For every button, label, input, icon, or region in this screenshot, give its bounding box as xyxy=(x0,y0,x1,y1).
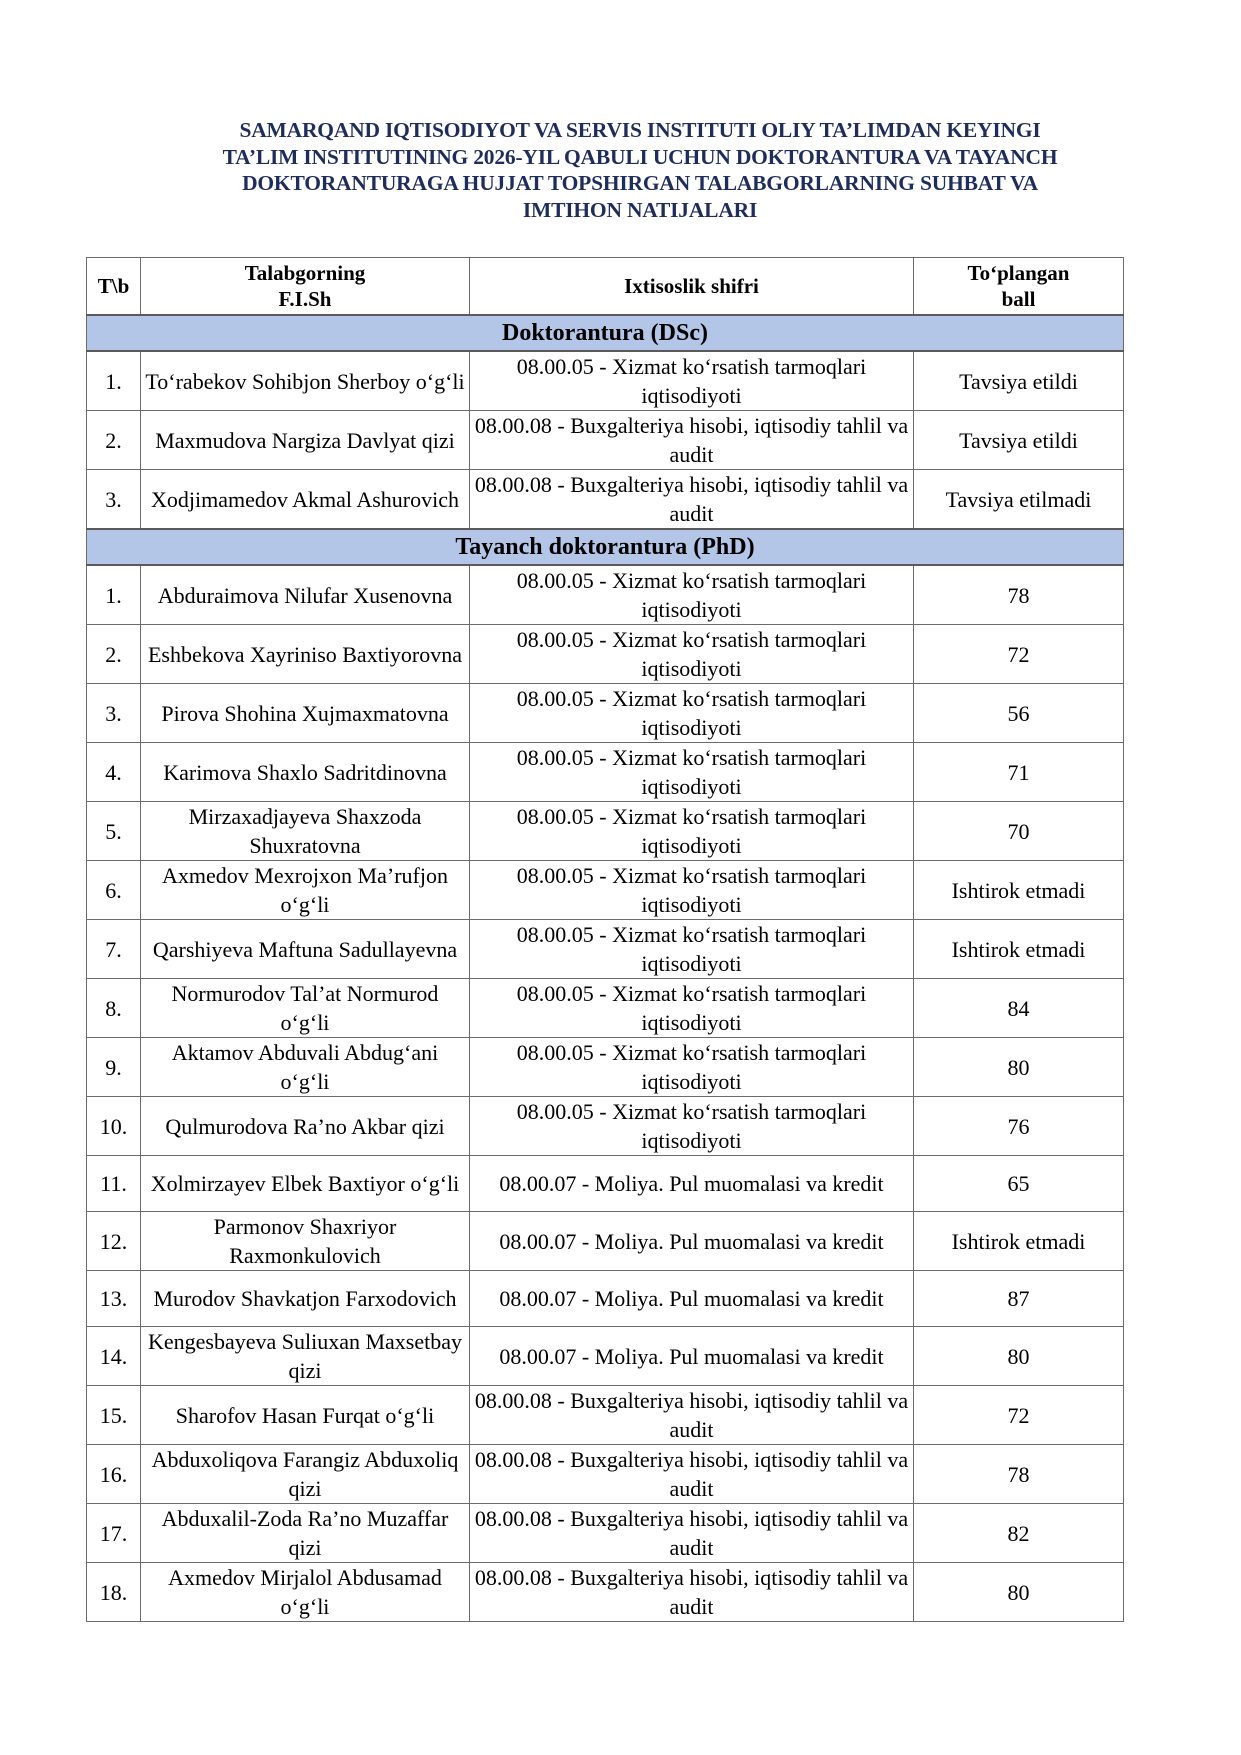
cell-applicant-name: To‘rabekov Sohibjon Sherboy o‘g‘li xyxy=(141,351,470,411)
cell-specialty: 08.00.05 - Xizmat ko‘rsatish tarmoqlari iqtisodiyoti xyxy=(470,802,914,861)
table-row xyxy=(87,979,1124,1038)
cell-specialty: 08.00.05 - Xizmat ko‘rsatish tarmoqlari iqtisodiyoti xyxy=(470,743,914,802)
table-row xyxy=(87,351,1124,411)
header-score-line2: ball xyxy=(1001,287,1036,311)
table-row xyxy=(87,1386,1124,1445)
cell-specialty: 08.00.05 - Xizmat ko‘rsatish tarmoqlari iqtisodiyoti xyxy=(470,684,914,743)
cell-applicant-name: Sharofov Hasan Furqat o‘g‘li xyxy=(141,1386,470,1445)
table-row xyxy=(87,743,1124,802)
cell-number: 6. xyxy=(87,861,141,920)
cell-applicant-name: Pirova Shohina Xujmaxmatovna xyxy=(141,684,470,743)
cell-number: 1. xyxy=(87,565,141,625)
cell-number: 5. xyxy=(87,802,141,861)
cell-number: 7. xyxy=(87,920,141,979)
cell-number: 15. xyxy=(87,1386,141,1445)
header-score-line1: To‘plangan xyxy=(967,261,1070,285)
cell-specialty: 08.00.05 - Xizmat ko‘rsatish tarmoqlari iqtisodiyoti xyxy=(470,565,914,625)
header-score xyxy=(914,258,1124,316)
cell-number: 17. xyxy=(87,1504,141,1563)
cell-specialty: 08.00.05 - Xizmat ko‘rsatish tarmoqlari iqtisodiyoti xyxy=(470,1038,914,1097)
table-row xyxy=(87,802,1124,861)
cell-applicant-name: Aktamov Abduvali Abdug‘ani o‘g‘li xyxy=(141,1038,470,1097)
cell-score: 78 xyxy=(914,1445,1124,1504)
cell-number: 3. xyxy=(87,470,141,530)
cell-score: 70 xyxy=(914,802,1124,861)
title-line: TA’LIM INSTITUTINING 2026-YIL QABULI UCHUN DOKTORANTURA VA TAYANCH xyxy=(222,144,1058,169)
cell-applicant-name: Axmedov Mirjalol Abdusamad o‘g‘li xyxy=(141,1563,470,1622)
cell-score: Ishtirok etmadi xyxy=(914,861,1124,920)
cell-applicant-name: Karimova Shaxlo Sadritdinovna xyxy=(141,743,470,802)
results-table xyxy=(86,257,1124,1622)
cell-number: 16. xyxy=(87,1445,141,1504)
table-row xyxy=(87,1156,1124,1212)
cell-specialty: 08.00.07 - Moliya. Pul muomalasi va kredit xyxy=(470,1271,914,1327)
cell-number: 4. xyxy=(87,743,141,802)
cell-specialty: 08.00.07 - Moliya. Pul muomalasi va kredit xyxy=(470,1156,914,1212)
cell-specialty: 08.00.05 - Xizmat ko‘rsatish tarmoqlari iqtisodiyoti xyxy=(470,625,914,684)
section-header-row xyxy=(87,315,1124,351)
cell-specialty: 08.00.05 - Xizmat ko‘rsatish tarmoqlari iqtisodiyoti xyxy=(470,1097,914,1156)
cell-number: 11. xyxy=(87,1156,141,1212)
table-row xyxy=(87,1327,1124,1386)
cell-score: 87 xyxy=(914,1271,1124,1327)
cell-applicant-name: Qarshiyeva Maftuna Sadullayevna xyxy=(141,920,470,979)
cell-score: 84 xyxy=(914,979,1124,1038)
cell-number: 2. xyxy=(87,625,141,684)
section-title: Doktorantura (DSc) xyxy=(87,315,1124,351)
cell-score: Ishtirok etmadi xyxy=(914,1212,1124,1271)
cell-number: 1. xyxy=(87,351,141,411)
section-title: Tayanch doktorantura (PhD) xyxy=(87,529,1124,565)
cell-score: 65 xyxy=(914,1156,1124,1212)
header-name-line2: F.I.Sh xyxy=(278,287,332,311)
cell-applicant-name: Axmedov Mexrojxon Ma’rufjon o‘g‘li xyxy=(141,861,470,920)
cell-score: 80 xyxy=(914,1563,1124,1622)
cell-number: 12. xyxy=(87,1212,141,1271)
table-row xyxy=(87,1271,1124,1327)
cell-score: 80 xyxy=(914,1038,1124,1097)
table-row xyxy=(87,684,1124,743)
cell-applicant-name: Abduraimova Nilufar Xusenovna xyxy=(141,565,470,625)
table-row xyxy=(87,1038,1124,1097)
cell-specialty: 08.00.08 - Buxgalteriya hisobi, iqtisodiy tahlil va audit xyxy=(470,1386,914,1445)
cell-specialty: 08.00.08 - Buxgalteriya hisobi, iqtisodiy tahlil va audit xyxy=(470,1504,914,1563)
header-num: T\b xyxy=(87,258,141,316)
title-line: DOKTORANTURAGA HUJJAT TOPSHIRGAN TALABGORLARNING SUHBAT VA xyxy=(242,171,1038,195)
table-row xyxy=(87,861,1124,920)
table-row xyxy=(87,470,1124,530)
cell-specialty: 08.00.08 - Buxgalteriya hisobi, iqtisodiy tahlil va audit xyxy=(470,1445,914,1504)
document-title xyxy=(150,117,1130,223)
cell-specialty: 08.00.08 - Buxgalteriya hisobi, iqtisodiy tahlil va audit xyxy=(470,1563,914,1622)
cell-score: 72 xyxy=(914,1386,1124,1445)
table-header-row xyxy=(87,258,1124,316)
table-row xyxy=(87,1504,1124,1563)
cell-score: 82 xyxy=(914,1504,1124,1563)
table-row xyxy=(87,625,1124,684)
cell-number: 9. xyxy=(87,1038,141,1097)
cell-specialty: 08.00.08 - Buxgalteriya hisobi, iqtisodiy tahlil va audit xyxy=(470,411,914,470)
cell-applicant-name: Xolmirzayev Elbek Baxtiyor o‘g‘li xyxy=(141,1156,470,1212)
cell-specialty: 08.00.05 - Xizmat ko‘rsatish tarmoqlari iqtisodiyoti xyxy=(470,351,914,411)
table-row xyxy=(87,1212,1124,1271)
cell-number: 2. xyxy=(87,411,141,470)
cell-applicant-name: Abduxoliqova Farangiz Abduxoliq qizi xyxy=(141,1445,470,1504)
cell-score: Ishtirok etmadi xyxy=(914,920,1124,979)
table-row xyxy=(87,1445,1124,1504)
cell-score: 71 xyxy=(914,743,1124,802)
cell-applicant-name: Normurodov Tal’at Normurod o‘g‘li xyxy=(141,979,470,1038)
section-header-row xyxy=(87,529,1124,565)
cell-specialty: 08.00.05 - Xizmat ko‘rsatish tarmoqlari iqtisodiyoti xyxy=(470,920,914,979)
cell-score: 76 xyxy=(914,1097,1124,1156)
cell-specialty: 08.00.07 - Moliya. Pul muomalasi va kredit xyxy=(470,1327,914,1386)
cell-specialty: 08.00.07 - Moliya. Pul muomalasi va kredit xyxy=(470,1212,914,1271)
cell-number: 3. xyxy=(87,684,141,743)
cell-score: Tavsiya etildi xyxy=(914,351,1124,411)
cell-number: 8. xyxy=(87,979,141,1038)
table-row xyxy=(87,920,1124,979)
header-name xyxy=(141,258,470,316)
cell-number: 10. xyxy=(87,1097,141,1156)
cell-score: 80 xyxy=(914,1327,1124,1386)
cell-specialty: 08.00.08 - Buxgalteriya hisobi, iqtisodiy tahlil va audit xyxy=(470,470,914,530)
header-name-line1: Talabgorning xyxy=(244,261,366,285)
cell-score: 78 xyxy=(914,565,1124,625)
cell-applicant-name: Kengesbayeva Suliuxan Maxsetbay qizi xyxy=(141,1327,470,1386)
cell-applicant-name: Mirzaxadjayeva Shaxzoda Shuxratovna xyxy=(141,802,470,861)
title-line: IMTIHON NATIJALARI xyxy=(522,197,758,222)
title-line: SAMARQAND IQTISODIYOT VA SERVIS INSTITUTI OLIY TA’LIMDAN KEYINGI xyxy=(239,118,1041,142)
table-body xyxy=(87,315,1124,1622)
header-specialty: Ixtisoslik shifri xyxy=(470,258,914,316)
cell-applicant-name: Qulmurodova Ra’no Akbar qizi xyxy=(141,1097,470,1156)
table-row xyxy=(87,1097,1124,1156)
cell-specialty: 08.00.05 - Xizmat ko‘rsatish tarmoqlari iqtisodiyoti xyxy=(470,979,914,1038)
table-row xyxy=(87,565,1124,625)
cell-applicant-name: Murodov Shavkatjon Farxodovich xyxy=(141,1271,470,1327)
cell-number: 14. xyxy=(87,1327,141,1386)
cell-score: 56 xyxy=(914,684,1124,743)
cell-applicant-name: Abduxalil-Zoda Ra’no Muzaffar qizi xyxy=(141,1504,470,1563)
cell-specialty: 08.00.05 - Xizmat ko‘rsatish tarmoqlari iqtisodiyoti xyxy=(470,861,914,920)
cell-applicant-name: Parmonov Shaxriyor Raxmonkulovich xyxy=(141,1212,470,1271)
cell-number: 13. xyxy=(87,1271,141,1327)
cell-applicant-name: Xodjimamedov Akmal Ashurovich xyxy=(141,470,470,530)
cell-applicant-name: Maxmudova Nargiza Davlyat qizi xyxy=(141,411,470,470)
cell-score: Tavsiya etilmadi xyxy=(914,470,1124,530)
cell-number: 18. xyxy=(87,1563,141,1622)
cell-applicant-name: Eshbekova Xayriniso Baxtiyorovna xyxy=(141,625,470,684)
cell-score: 72 xyxy=(914,625,1124,684)
table-row xyxy=(87,411,1124,470)
table-row xyxy=(87,1563,1124,1622)
cell-score: Tavsiya etildi xyxy=(914,411,1124,470)
